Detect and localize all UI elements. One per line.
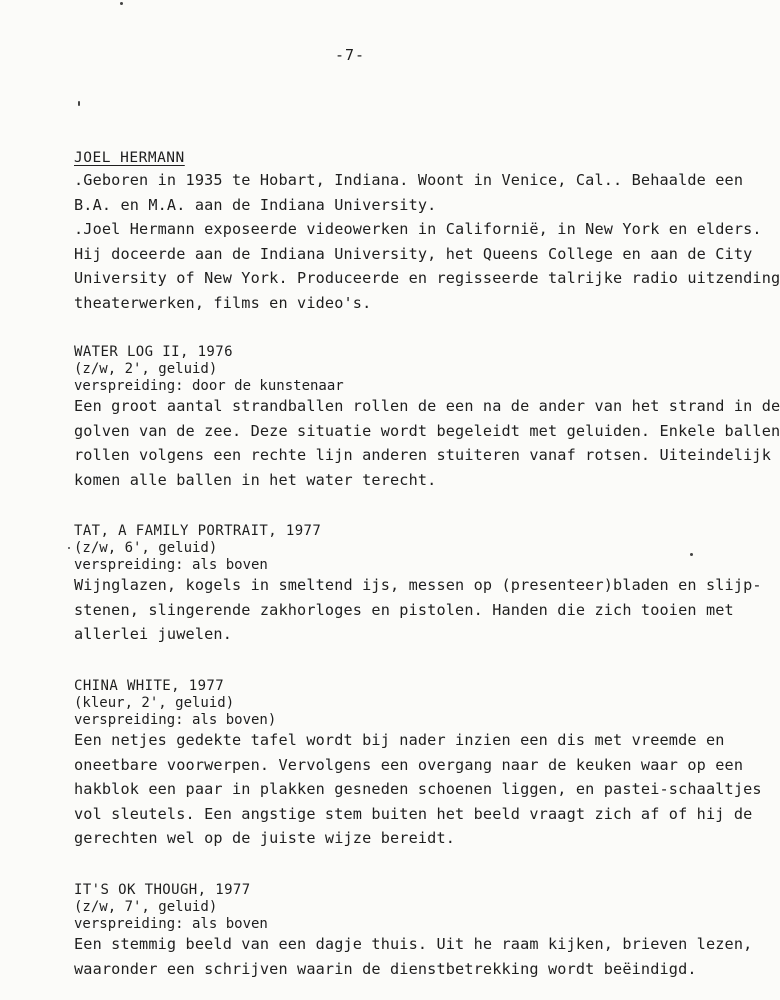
description-line: waaronder een schrijven waarin de dienstbetrekking wordt beëindigd. xyxy=(74,959,697,978)
work-distribution: verspreiding: als boven xyxy=(74,556,268,573)
bio-line: B.A. en M.A. aan de Indiana University. xyxy=(74,195,437,214)
description-line: komen alle ballen in het water terecht. xyxy=(74,470,437,489)
work-title: IT'S OK THOUGH, 1977 xyxy=(74,882,251,898)
scan-speck xyxy=(68,547,70,549)
description-line: gerechten wel op de juiste wijze bereidt. xyxy=(74,829,456,848)
scan-speck xyxy=(120,2,123,5)
artist-name: JOEL HERMANN xyxy=(74,150,185,166)
page-number: -7- xyxy=(334,46,366,64)
artist-section xyxy=(74,148,780,316)
description-line: Een groot aantal strandballen rollen de een na de ander van het strand in de xyxy=(74,397,780,415)
description-line: hakblok een paar in plakken gesneden schoenen liggen, en pastei-schaaltjes xyxy=(74,780,762,799)
description-line: vol sleutels. Een angstige stem buiten het beeld vraagt zich af of hij de xyxy=(74,804,753,823)
description-line: rollen volgens een rechte lijn anderen stuiteren vanaf rotsen. Uiteindelijk xyxy=(74,446,772,465)
scan-speck xyxy=(78,101,80,106)
work-distribution: verspreiding: door de kunstenaar xyxy=(74,377,344,394)
work-title: WATER LOG II, 1976 xyxy=(74,344,233,360)
bio-line: Hij doceerde aan de Indiana University, het Queens College en aan de City xyxy=(74,244,753,263)
work-entry xyxy=(74,344,780,492)
description-line: stenen, slingerende zakhorloges en pistolen. Handen die zich tooien met xyxy=(74,600,734,619)
description-line: Wijnglazen, kogels in smeltend ijs, messen op (presenteer)bladen en slijp- xyxy=(74,576,762,594)
bio-line: .Joel Hermann exposeerde videowerken in Californië, in New York en elders. xyxy=(74,220,762,239)
work-title: CHINA WHITE, 1977 xyxy=(74,678,225,694)
work-distribution: verspreiding: als boven xyxy=(74,915,268,932)
work-details: (z/w, 7', geluid) xyxy=(74,899,218,915)
description-line: Een netjes gedekte tafel wordt bij nader inzien een dis met vreemde en xyxy=(74,731,725,749)
work-details: (kleur, 2', geluid) xyxy=(74,695,235,711)
bio-line: .Geboren in 1935 te Hobart, Indiana. Woont in Venice, Cal.. Behaalde een xyxy=(74,171,744,189)
description-line: Een stemmig beeld van een dagje thuis. Uit he raam kijken, brieven lezen, xyxy=(74,935,753,953)
work-entry xyxy=(74,678,762,851)
work-entry xyxy=(74,523,762,647)
description-line: golven van de zee. Deze situatie wordt begeleidt met geluiden. Enkele ballen xyxy=(74,421,780,440)
work-title: TAT, A FAMILY PORTRAIT, 1977 xyxy=(74,523,322,539)
bio-line: University of New York. Produceerde en regisseerde talrijke radio uitzending xyxy=(74,269,780,288)
description-line: oneetbare voorwerpen. Vervolgens een overgang naar de keuken waar op een xyxy=(74,755,744,774)
work-details: (z/w, 6', geluid) xyxy=(74,540,218,556)
description-line: allerlei juwelen. xyxy=(74,625,232,644)
work-entry xyxy=(74,882,753,981)
work-details: (z/w, 2', geluid) xyxy=(74,361,218,377)
work-distribution: verspreiding: als boven) xyxy=(74,711,277,728)
bio-line: theaterwerken, films en video's. xyxy=(74,293,372,312)
